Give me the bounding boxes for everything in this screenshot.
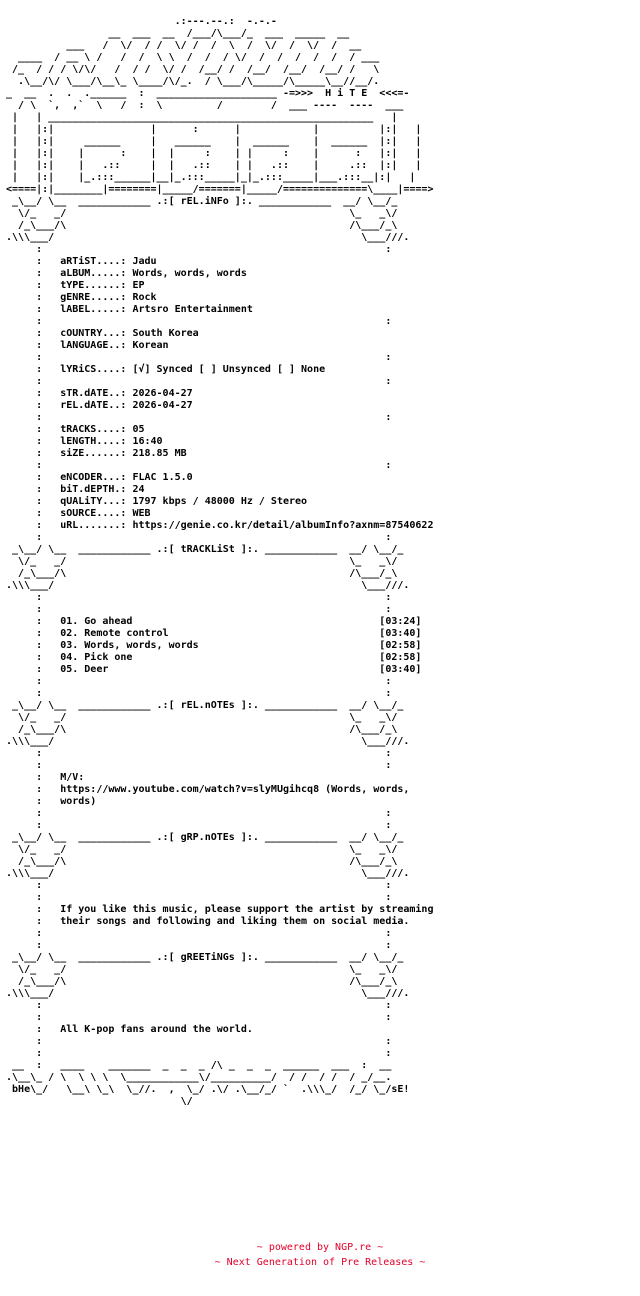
nfo-art-text: .:---.--.: -.-.- __ ___ __ /___/\___/_ ___ _____ __ ___ / \/ / / \/ / / \ / \/ / \/ / __ ____ / __ \ / / / \ \ / / / \/ / / / / / / ___ /_ / / / \/\/ / / / \/ / /__/ / /__/ /__/ /__/ / \ .\__/\/ \___/\__\_ \____/\/_. / \___/\_____/\_____\__//__/. _ __ . . .______ : ____________________ -=>>> H i T E <<<=- / \ `, ,` \ / : \ / / ___ ---- ---- ___ | | ______________________________________________________ | | |:| | : | | |:| | | |:| ______ | ______ | ______ | ______ |:| | | |:| | : | | : | | : | : |:| | | |:| | .:: | | .:: | | .:: | .:: |:| | | |:| |_.:::______|__|_.:::_____|_|_.:::_____|___.:::__|:| | <====|:|________|========|_____/=======|_____/==============\____|====> _\__/ \__ ____________ .:[ rEL.iNFo ]:. ____________ __/ \__/_ \/_ _/ \_ _\/ /_\___/\ /\___/_\ .\\\___/ \___///. : : : aRTiST....: Jadu : aLBUM.....: Words, words, words : tYPE......: EP : gENRE.....: Rock : lABEL.....: Artsro Entertainment : : : cOUNTRY...: South Korea : lANGUAGE..: Korean : : : lYRiCS....: [√] Synced [ ] Unsynced [ ] None : : : sTR.dATE..: 2026-04-27 : rEL.dATE..: 2026-04-27 : : : tRACKS....: 05 : lENGTH....: 16:40 : siZE......: 218.85 MB : : : eNCODER...: FLAC 1.5.0 : biT.dEPTH.: 24 : qUALiTY...: 1797 kbps / 48000 Hz / Stereo : sOURCE....: WEB : uRL.......: https://genie.co.kr/detail/albumInfo?axnm=87540622 : : _\__/ \__ ____________ .:[ tRACKLiSt ]:. ____________ __/ \__/_ \/_ _/ \_ _\/ /_\___/\ /\___/_\ .\\\___/ \___///. : : : : : 01. Go ahead [03:24] : 02. Remote control [03:40] : 03. Words, words, words [02:58] : 04. Pick one [02:58] : 05. Deer [03:40] : : : : _\__/ \__ ____________ .:[ rEL.nOTEs ]:. ____________ __/ \__/_ \/_ _/ \_ _\/ /_\___/\ /\___/_\ .\\\___/ \___///. : : : : : M/V: : https://www.youtube.com/watch?v=slyMUgihcq8 (Words, words, : words) : : : : _\__/ \__ ____________ .:[ gRP.nOTEs ]:. ____________ __/ \__/_ \/_ _/ \_ _\/ /_\___/\ /\___/_\ .\\\___/ \___///. : : : : : If you like this music, please support the artist by streaming : their songs and following and liking them on social media. : : : : _\__/ \__ ____________ .:[ gREETiNGs ]:. ____________ __/ \__/_ \/_ _/ \_ _\/ /_\___/\ /\___/_\ .\\\___/ \___///. : : : : : All K-pop fans around the world. : : : : __ : ____ _______ _ _ _ /\ _ _ _ ______ ___ : __ .\__\_ / \ \ \ \ \____________\/__________/ / / / / / _/__. bHe\_/ \__\ \_\ \_//. , \_/ .\/ .\__/_/ ` .\\\_/ /_/ \_/sE! \/ xyxy=(6,16,434,1107)
footer xyxy=(0,1240,640,1270)
footer-powered-by: ~ powered by NGP.re ~ xyxy=(256,1242,384,1253)
footer-tagline: ~ Next Generation of Pre Releases ~ xyxy=(214,1257,426,1268)
